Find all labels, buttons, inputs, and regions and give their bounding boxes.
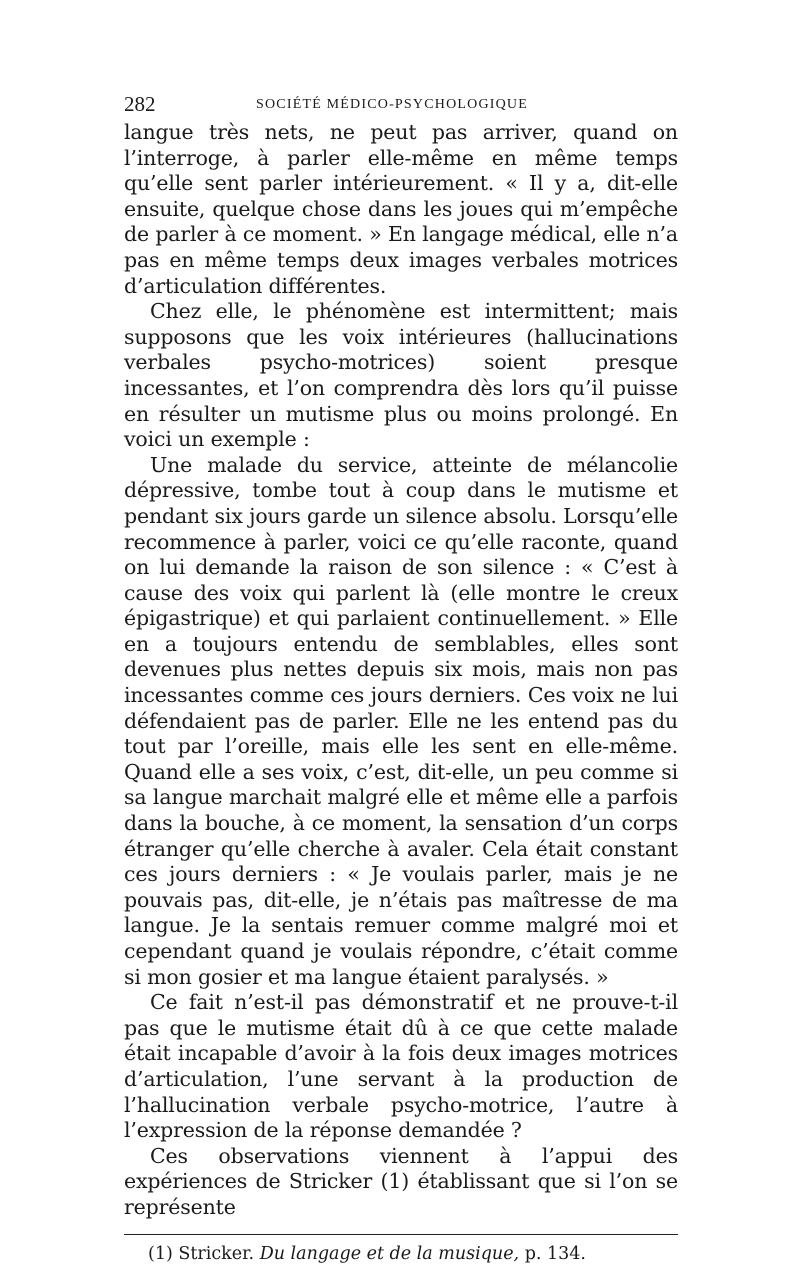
page-number: 282 [124,92,156,116]
paragraph: Ces observations viennent à l’appui des expériences de Stricker (1) établissant que si l’on se représente [124,1143,678,1219]
running-title: SOCIÉTÉ MÉDICO-PSYCHOLOGIQUE [256,97,528,112]
book-page [124,92,678,1265]
paragraph: Chez elle, le phénomène est intermittent; mais supposons que les voix intérieures (hallucinations verbales psycho-motrices) soient presque incessantes, et l’on comprendra dès lors qu’il puisse en résulter un mutisme plus ou moins prolongé. En voici un exemple : [124,299,678,452]
paragraph-continued: langue très nets, ne peut pas arriver, quand on l’interroge, à parler elle-même en même temps qu’elle sent parler intérieurement. « Il y a, dit-elle ensuite, quelque chose dans les joues qui m’empêche de parler à ce moment. » En langage médical, elle n’a pas en même temps deux images verbales motrices d’articulation différentes. [124,120,678,298]
paragraph: Une malade du service, atteinte de mélancolie dépressive, tombe tout à coup dans le mutisme et pendant six jours garde un silence absolu. Lorsqu’elle recommence à parler, voici ce qu’elle raconte, quand on lui demande la raison de son silence : « C’est à cause des voix qui parlent là (elle montre le creux épigastrique) et qui parlaient continuellement. » Elle en a toujours entendu de semblables, elles sont devenues plus nettes depuis six mois, mais non pas incessantes comme ces jours derniers. Ces voix ne lui défendaient pas de parler. Elle ne les entend pas du tout par l’oreille, mais elle les sent en elle-même. Quand elle a ses voix, c’est, dit-elle, un peu comme si sa langue marchait malgré elle et même elle a parfois dans la bouche, à ce moment, la sensation d’un corps étranger qu’elle cherche à avaler. Cela était constant ces jours derniers : « Je voulais parler, mais je ne pouvais pas, dit-elle, je n’étais pas maîtresse de ma langue. Je la sentais remuer comme malgré moi et cependant quand je voulais répondre, c’était comme si mon gosier et ma langue étaient paralysés. » [124,452,678,989]
footnote-page-ref: p. 134. [524,1243,586,1264]
footnote-book-title: Du langage et de la musique, [259,1243,520,1264]
running-head [124,92,678,120]
footnote-divider [124,1234,678,1235]
footnote-reference: (1) Stricker. [148,1243,255,1264]
body-text [124,120,678,1221]
paragraph: Ce fait n’est-il pas démonstratif et ne prouve-t-il pas que le mutisme était dû à ce que cette malade était incapable d’avoir à la fois deux images motrices d’articulation, l’une servant à la production de l’hallucination verbale psycho-motrice, l’autre à l’expression de la réponse demandée ? [124,990,678,1143]
footnote [124,1243,678,1265]
